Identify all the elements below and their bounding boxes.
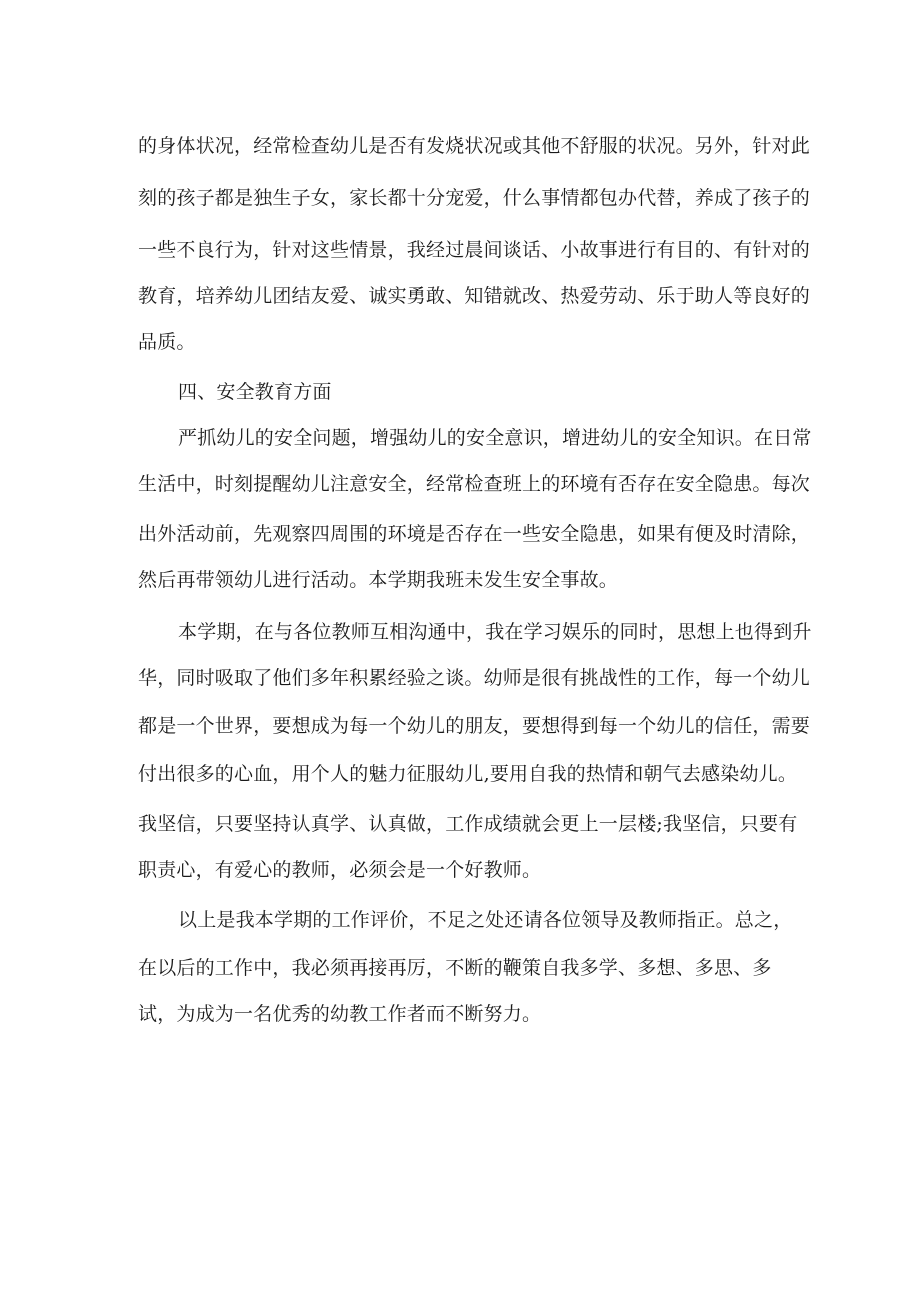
- text-line: 刻的孩子都是独生子女，家长都十分宠爱，什么事情都包办代替，养成了孩子的: [138, 187, 811, 209]
- text-line: 的身体状况，经常检查幼儿是否有发烧状况或其他不舒服的状况。另外，针对此: [138, 135, 811, 157]
- text-line: 然后再带领幼儿进行活动。本学期我班未发生安全事故。: [138, 569, 619, 591]
- text-line: 在以后的工作中，我必须再接再厉，不断的鞭策自我多学、多想、多思、多: [138, 957, 772, 979]
- text-line: 都是一个世界，要想成为每一个幼儿的朋友，要想得到每一个幼儿的信任，需要: [138, 715, 811, 737]
- text-line: 职责心，有爱心的教师，必须会是一个好教师。: [138, 859, 542, 881]
- text-line: 试，为成为一名优秀的幼教工作者而不断努力。: [138, 1003, 542, 1025]
- text-line: 以上是我本学期的工作评价，不足之处还请各位领导及教师指正。总之，: [178, 909, 793, 931]
- text-line: 出外活动前，先观察四周围的环境是否存在一些安全隐患，如果有便及时清除，: [138, 523, 811, 545]
- text-line: 付出很多的心血，用个人的魅力征服幼儿,要用自我的热情和朝气去感染幼儿。: [138, 763, 798, 785]
- text-line: 本学期，在与各位教师互相沟通中，我在学习娱乐的同时，思想上也得到升: [178, 621, 812, 643]
- text-line: 华，同时吸取了他们多年积累经验之谈。幼师是很有挑战性的工作，每一个幼儿: [138, 667, 811, 689]
- section-heading: 四、安全教育方面: [178, 381, 332, 403]
- text-line: 品质。: [138, 331, 196, 353]
- text-line: 一些不良行为，针对这些情景，我经过晨间谈话、小故事进行有目的、有针对的: [138, 239, 811, 261]
- text-line: 严抓幼儿的安全问题，增强幼儿的安全意识，增进幼儿的安全知识。在日常: [178, 427, 812, 449]
- text-line: 教育，培养幼儿团结友爱、诚实勇敢、知错就改、热爱劳动、乐于助人等良好的: [138, 285, 811, 307]
- text-line: 生活中，时刻提醒幼儿注意安全，经常检查班上的环境有否存在安全隐患。每次: [138, 473, 811, 495]
- text-line: 我坚信，只要坚持认真学、认真做，工作成绩就会更上一层楼;我坚信，只要有: [138, 813, 798, 835]
